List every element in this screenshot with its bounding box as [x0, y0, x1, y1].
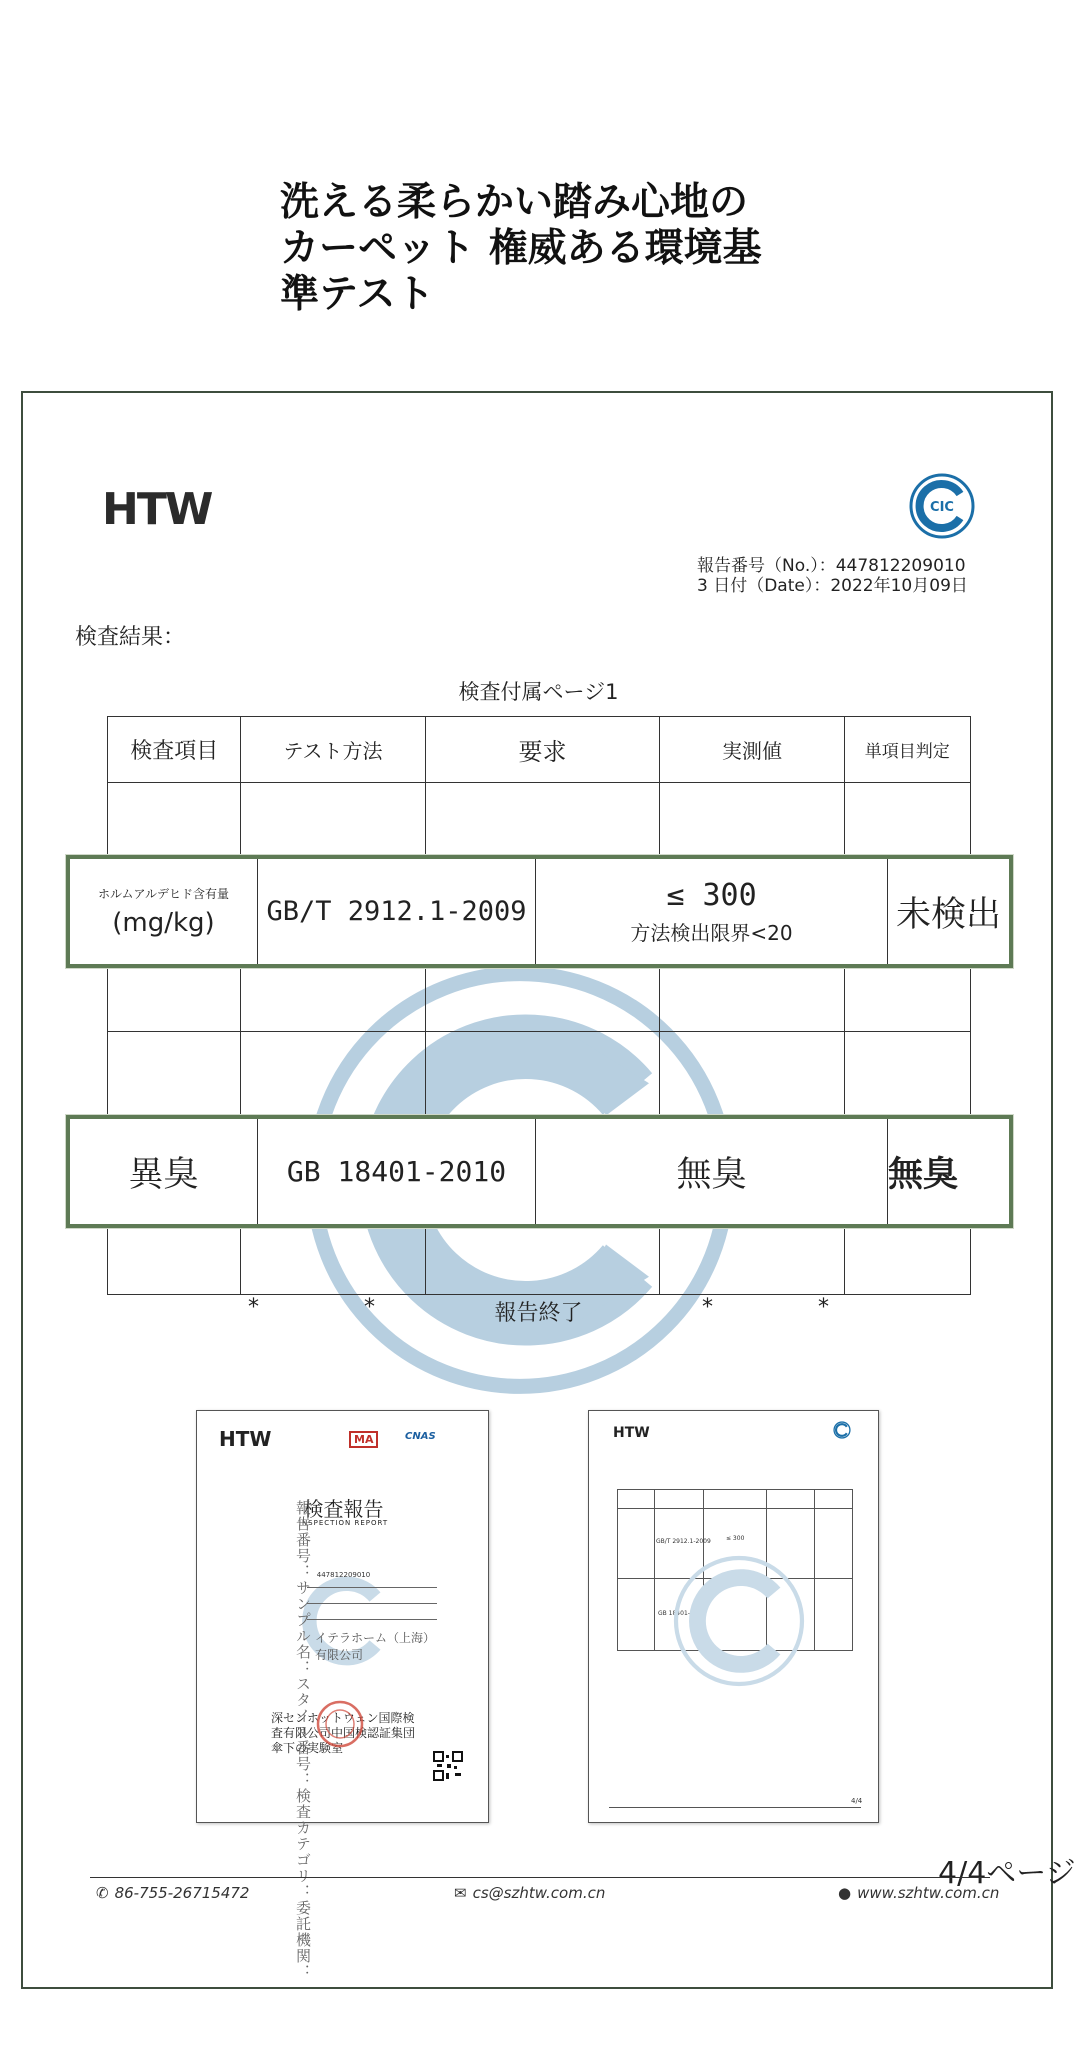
footer-email	[454, 1884, 605, 1902]
header-requirement: 要求	[425, 717, 660, 783]
email-address: cs@szhtw.com.cn	[472, 1884, 606, 1902]
thumb-page-number: 4/4	[851, 1797, 863, 1805]
mail-icon: ✉	[454, 1884, 467, 1902]
page-headline: 洗える柔らかい踏み心地の カーペット 権威ある環境基 準テスト	[280, 180, 762, 317]
header-judgement: 単項目判定	[844, 717, 970, 783]
row2-requirement: 無臭	[676, 1154, 747, 1195]
thumb-cic-icon	[833, 1421, 851, 1439]
end-mark: *	[702, 1295, 713, 1320]
cic-seal-icon	[908, 472, 976, 540]
results-label: 検査結果：	[75, 625, 186, 650]
thumb-page-logo: HTW	[613, 1425, 650, 1441]
thumb-cover-company: イテラホーム（上海）有限公司	[315, 1631, 436, 1662]
row1-requirement: ≤ 300	[666, 877, 757, 913]
thumb-cover-number: 447812209010	[316, 1571, 371, 1579]
table-subtitle: 検査付属ページ1	[458, 680, 619, 704]
thumb-cover-logo: HTW	[219, 1427, 272, 1451]
end-mark: *	[248, 1295, 259, 1320]
row1-result: 未検出	[895, 894, 1001, 935]
header-item: 検査項目	[108, 717, 241, 783]
highlight-row-formaldehyde	[66, 855, 1013, 968]
vertical-cover-labels: 報告番号：サンプル名：スタイル番号：検査カテゴリ：委託機関：	[294, 1500, 312, 1980]
web-address: www.szhtw.com.cn	[857, 1884, 1000, 1902]
footer-web	[838, 1884, 999, 1902]
globe-icon: ●	[838, 1884, 852, 1902]
page-number: 4/4ページ	[938, 1856, 1076, 1891]
phone-icon: ✆	[96, 1884, 109, 1902]
thumb-row1-req: ≤ 300	[726, 1535, 745, 1542]
row2-item: 異臭	[128, 1154, 199, 1195]
row2-method: GB 18401-2010	[286, 1155, 507, 1188]
red-stamp-icon	[315, 1699, 365, 1749]
svg-text:CIC: CIC	[930, 500, 954, 515]
report-date: 3 日付（Date）：2022年10月09日	[697, 576, 968, 596]
htw-logo: HTW	[102, 484, 212, 535]
highlight-row-odor	[66, 1115, 1013, 1228]
report-meta	[697, 556, 968, 596]
thumb-row1-method: GB/T 2912.1-2009	[656, 1538, 711, 1545]
header-method: テスト方法	[241, 717, 425, 783]
ma-badge: MA	[349, 1431, 378, 1448]
cnas-badge: CNAS	[405, 1431, 436, 1442]
footer-phone	[96, 1884, 249, 1902]
row1-item: ホルムアルデヒド含有量	[97, 887, 230, 901]
thumb-cover-title-en: INSPECTION REPORT	[298, 1519, 389, 1527]
end-mark: *	[818, 1295, 829, 1320]
phone-number: 86-755-26715472	[114, 1884, 250, 1902]
thumbnail-cover	[196, 1410, 489, 1823]
thumb-cover-title: 検査報告	[303, 1497, 384, 1521]
row1-requirement-note: 方法検出限界<20	[630, 920, 793, 945]
row2-result: 無臭	[888, 1154, 959, 1195]
report-number: 報告番号（No.）：447812209010	[697, 556, 966, 576]
row1-method: GB/T 2912.1-2009	[266, 896, 527, 927]
end-of-report: 報告終了	[494, 1301, 583, 1326]
thumb-row2-method: GB 18401-2010	[658, 1610, 706, 1617]
header-measured: 実測値	[660, 717, 844, 783]
thumb-page-watermark-icon	[669, 1551, 809, 1691]
qr-code-icon	[433, 1751, 463, 1781]
row1-unit: (mg/kg)	[112, 908, 215, 938]
end-mark: *	[364, 1295, 375, 1320]
thumbnail-results-page	[588, 1410, 879, 1823]
footer-divider	[90, 1877, 990, 1878]
thumb-cover-lab: 深センホットウェン国際検査有限公司中国検認証集団傘下の実験室	[271, 1711, 416, 1755]
